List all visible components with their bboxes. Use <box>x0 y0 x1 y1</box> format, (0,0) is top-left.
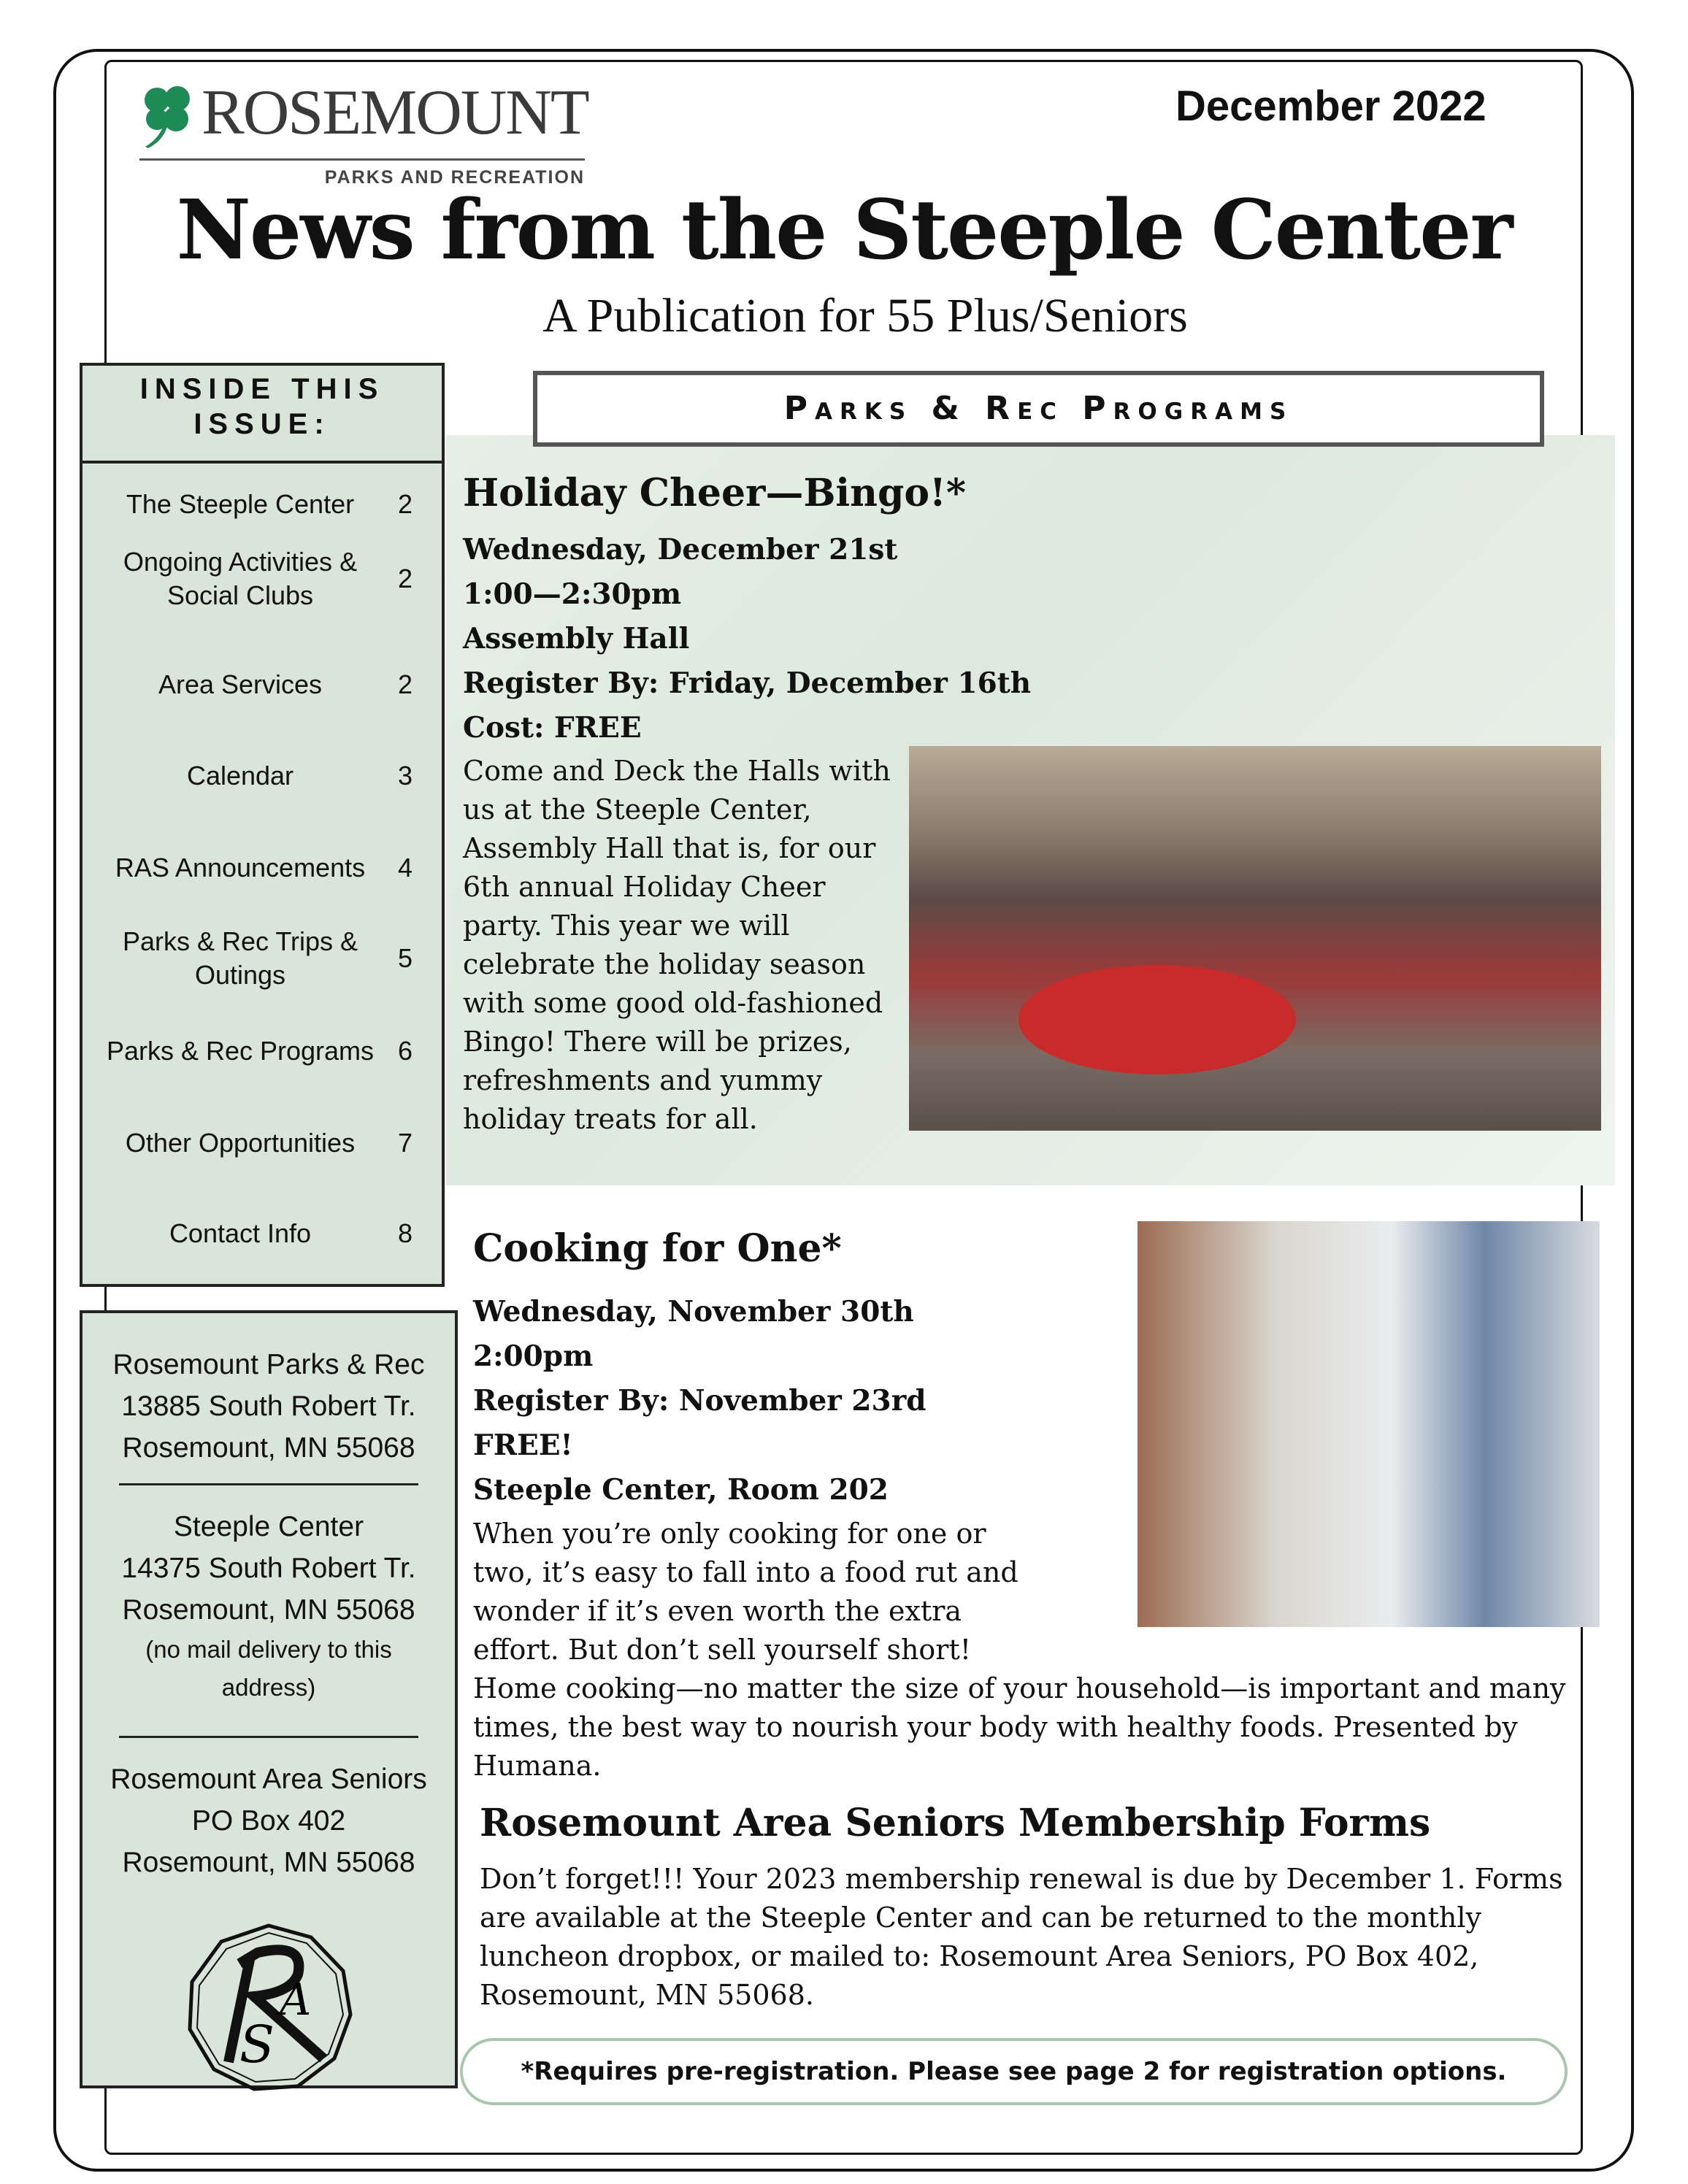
registration-note: *Requires pre-registration. Please see page 2 for registration options. <box>460 2038 1568 2105</box>
toc-item-label: Parks & Rec Trips & Outings <box>122 926 358 990</box>
bingo-title: Holiday Cheer—Bingo!* <box>463 471 967 515</box>
cooking-description-wrap <box>473 1515 1590 1785</box>
address-line: Rosemount Area Seniors <box>110 1764 427 1795</box>
section-banner: Parks & Rec Programs <box>533 371 1544 447</box>
event-register-by: Register By: Friday, December 16th <box>463 666 1032 700</box>
shamrock-icon <box>139 82 198 148</box>
divider <box>119 1736 418 1738</box>
toc-item-page: 6 <box>398 1036 413 1066</box>
logo-rule <box>139 158 585 161</box>
bingo-details <box>463 528 1031 750</box>
toc-heading: INSIDE THIS ISSUE: <box>83 366 442 464</box>
event-date: Wednesday, December 21st <box>463 533 898 566</box>
toc-item-label: The Steeple Center <box>126 489 355 519</box>
event-location: Assembly Hall <box>463 622 690 655</box>
divider <box>119 1483 418 1485</box>
toc-item-label: Area Services <box>158 669 323 699</box>
toc-item-label: Contact Info <box>169 1218 312 1248</box>
toc-item-page: 2 <box>398 489 413 519</box>
membership-title: Rosemount Area Seniors Membership Forms <box>480 1801 1431 1845</box>
address-steeple-center <box>83 1506 455 1707</box>
issue-date: December 2022 <box>1175 82 1486 130</box>
address-line: Rosemount, MN 55068 <box>122 1594 415 1626</box>
toc-item-label: RAS Announcements <box>115 853 366 883</box>
toc-item-label: Parks & Rec Programs <box>106 1036 375 1066</box>
event-cost: Cost: FREE <box>463 711 642 745</box>
toc-item-label: Other Opportunities <box>125 1128 356 1158</box>
address-note: (no mail delivery to this address) <box>145 1636 392 1701</box>
bingo-party-photo <box>909 746 1601 1131</box>
page-title: News from the Steeple Center <box>176 182 1512 278</box>
event-register-by: Register By: November 23rd <box>473 1384 927 1418</box>
toc-item-page: 5 <box>398 943 413 973</box>
toc-item-page: 4 <box>398 853 413 883</box>
address-line: Rosemount Parks & Rec <box>112 1349 425 1380</box>
toc-item-page: 2 <box>398 564 413 593</box>
membership-description: Don’t forget!!! Your 2023 membership renewal is due by December 1. Forms are available at the Steeple Center and can be returned to the monthly luncheon dropbox, or mailed to: Rosemount Area Seniors, PO Box 402, Rosemount, MN 55068. <box>480 1863 1563 2011</box>
address-ras <box>83 1758 455 1883</box>
ras-logo <box>181 1920 356 2095</box>
address-line: 13885 South Robert Tr. <box>121 1391 416 1422</box>
event-date: Wednesday, November 30th <box>473 1295 914 1329</box>
cooking-title: Cooking for One* <box>473 1226 842 1271</box>
page-subtitle: A Publication for 55 Plus/Seniors <box>542 289 1188 342</box>
logo-wordmark: ROSEMOUNT <box>202 77 588 148</box>
address-line: Rosemount, MN 55068 <box>122 1432 415 1464</box>
event-time: 1:00—2:30pm <box>463 577 682 611</box>
address-box <box>80 1310 458 2088</box>
logo-subtitle: PARKS AND RECREATION <box>324 167 585 188</box>
svg-text:S: S <box>239 2015 275 2075</box>
event-time: 2:00pm <box>473 1339 594 1373</box>
toc-item-label: Calendar <box>186 761 294 791</box>
event-location: Steeple Center, Room 202 <box>473 1473 889 1507</box>
address-line: Rosemount, MN 55068 <box>122 1847 415 1878</box>
toc-item-page: 3 <box>398 761 413 791</box>
address-line: PO Box 402 <box>191 1805 346 1837</box>
cooking-description: When you’re only cooking for one or two, it’s easy to fall into a food rut and wonder if it’s even worth the extra effort. But don’t sell yourself short! Home cooking—no matter the size of your household—is important and many times, the best way to nourish your body with healthy foods. Presented by Humana. <box>473 1518 1566 1782</box>
address-parks-rec <box>83 1344 455 1469</box>
svg-text:A: A <box>280 1975 312 2026</box>
address-line: Steeple Center <box>173 1511 364 1542</box>
cooking-details <box>473 1290 927 1512</box>
toc-item-page: 7 <box>398 1128 413 1158</box>
rosemount-logo <box>139 77 588 188</box>
red-table <box>1018 965 1296 1074</box>
toc-item-page: 2 <box>398 669 413 699</box>
event-cost: FREE! <box>473 1429 573 1462</box>
address-line: 14375 South Robert Tr. <box>121 1553 416 1584</box>
toc-item-page: 8 <box>398 1218 413 1248</box>
bingo-description: Come and Deck the Halls with us at the Steeple Center, Assembly Hall that is, for our 6th annual Holiday Cheer party. This year we will celebrate the holiday season with some good old-fashioned Bingo! There will be prizes, refreshments and yummy holiday treats for all. <box>463 755 891 1135</box>
toc-item-label: Ongoing Activities & Social Clubs <box>123 547 358 610</box>
